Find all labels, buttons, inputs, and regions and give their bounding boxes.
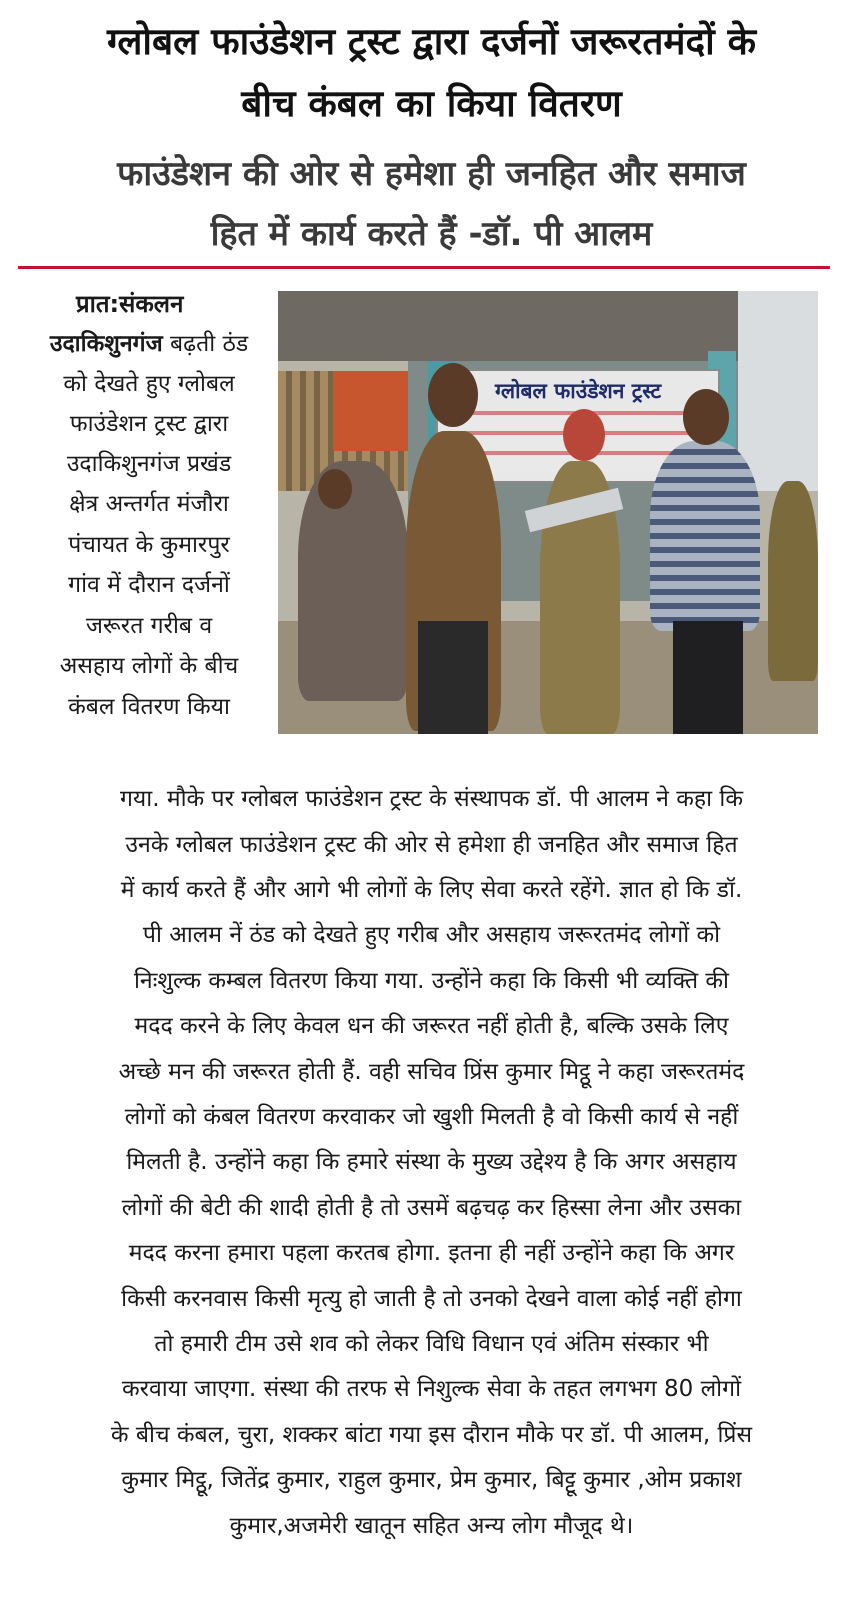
article-line: उनके ग्लोबल फाउंडेशन ट्रस्ट की ओर से हमेशा ही जनहित और समाज हित xyxy=(125,832,738,858)
headline-line-1: ग्लोबल फाउंडेशन ट्रस्ट द्वारा दर्जनों जरूरतमंदों के xyxy=(106,20,757,63)
article-line: के बीच कंबल, चुरा, शक्कर बांटा गया इस दौरान मौके पर डॉ. पी आलम, प्रिंस xyxy=(110,1422,753,1448)
article-line: मिलती है. उन्होंने कहा कि हमारे संस्था के मुख्य उद्देश्य है कि अगर असहाय xyxy=(126,1149,737,1175)
column-line: उदाकिशुनगंज प्रखंड xyxy=(66,451,232,477)
photo-bystanders xyxy=(298,461,408,701)
column-line: असहाय लोगों के बीच xyxy=(59,653,239,679)
column-line: जरूरत गरीब व xyxy=(85,613,213,639)
column-line-text: बढ़ती ठंड xyxy=(170,331,249,357)
article-line: अच्छे मन की जरूरत होती हैं. वही सचिव प्रिंस कुमार मिट्ठू ने कहा जरूरतमंद xyxy=(118,1059,745,1085)
photo-man-left-legs xyxy=(418,621,488,734)
article-line: तो हमारी टीम उसे शव को लेकर विधि विधान एवं अंतिम संस्कार भी xyxy=(154,1331,709,1357)
article-line: किसी करनवास किसी मृत्यु हो जाती है तो उनको देखने वाला कोई नहीं होगा xyxy=(121,1286,742,1312)
photo-woman-head xyxy=(563,409,605,461)
article-line: लोगों की बेटी की शादी होती है तो उसमें बढ़चढ़ कर हिस्सा लेना और उसका xyxy=(121,1195,742,1221)
photo-roof xyxy=(278,291,738,361)
column-line: कंबल वितरण किया xyxy=(68,694,230,720)
column-line: फाउंडेशन ट्रस्ट द्वारा xyxy=(69,411,229,437)
subheadline-line-2: हित में कार्य करते हैं -डॉ. पी आलम xyxy=(210,214,653,254)
article-line: पी आलम नें ठंड को देखते हुए गरीब और असहाय जरूरतमंद लोगों को xyxy=(142,922,721,948)
column-line: गांव में दौरान दर्जनों xyxy=(68,572,230,598)
column-line: को देखते हुए ग्लोबल xyxy=(63,371,235,397)
article-line: करवाया जाएगा. संस्था की तरफ से निशुल्क सेवा के तहत लगभग 80 लोगों xyxy=(121,1376,742,1402)
news-photo xyxy=(278,291,818,734)
photo-man-left-head xyxy=(428,363,478,427)
headline-divider xyxy=(18,266,830,269)
column-line xyxy=(22,324,276,364)
byline: प्रात:संकलन xyxy=(76,290,184,318)
article-line: मदद करना हमारा पहला करतब होगा. इतना ही नहीं उन्होंने कहा कि अगर xyxy=(128,1240,735,1266)
subheadline-line-1: फाउंडेशन की ओर से हमेशा ही जनहित और समाज xyxy=(117,154,746,194)
article-line: कुमार मिट्ठू, जितेंद्र कुमार, राहुल कुमार, प्रेम कुमार, बिट्टू कुमार ,ओम प्रकाश xyxy=(121,1467,742,1493)
photo-man-right-head xyxy=(683,389,729,445)
photo-child-head xyxy=(318,469,352,509)
article-line: गया. मौके पर ग्लोबल फाउंडेशन ट्रस्ट के संस्थापक डॉ. पी आलम ने कहा कि xyxy=(119,786,744,812)
photo-man-right xyxy=(650,441,760,631)
article-line: में कार्य करते हैं और आगे भी लोगों के लिए सेवा करते रहेंगे. ज्ञात हो कि डॉ. xyxy=(120,877,743,903)
column-line: क्षेत्र अन्तर्गत मंजौरा xyxy=(69,491,229,517)
headline-line-2: बीच कंबल का किया वितरण xyxy=(241,82,622,125)
article-line: निःशुल्क कम्बल वितरण किया गया. उन्होंने कहा कि किसी भी व्यक्ति की xyxy=(133,968,730,994)
photo-woman-right xyxy=(768,481,818,681)
column-line: पंचायत के कुमारपुर xyxy=(68,532,230,558)
article-line: मदद करने के लिए केवल धन की जरूरत नहीं होती है, बल्कि उसके लिए xyxy=(134,1013,729,1039)
article-line: लोगों को कंबल वितरण करवाकर जो खुशी मिलती है वो किसी कार्य से नहीं xyxy=(124,1104,739,1130)
photo-man-right-legs xyxy=(673,621,743,734)
banner-text: ग्लोबल फाउंडेशन ट्रस्ट xyxy=(494,379,662,403)
article-line: कुमार,अजमेरी खातून सहित अन्य लोग मौजूद थे। xyxy=(229,1513,634,1539)
dateline: उदाकिशुनगंज xyxy=(49,331,163,357)
photo-hanging-cloth xyxy=(333,371,408,451)
